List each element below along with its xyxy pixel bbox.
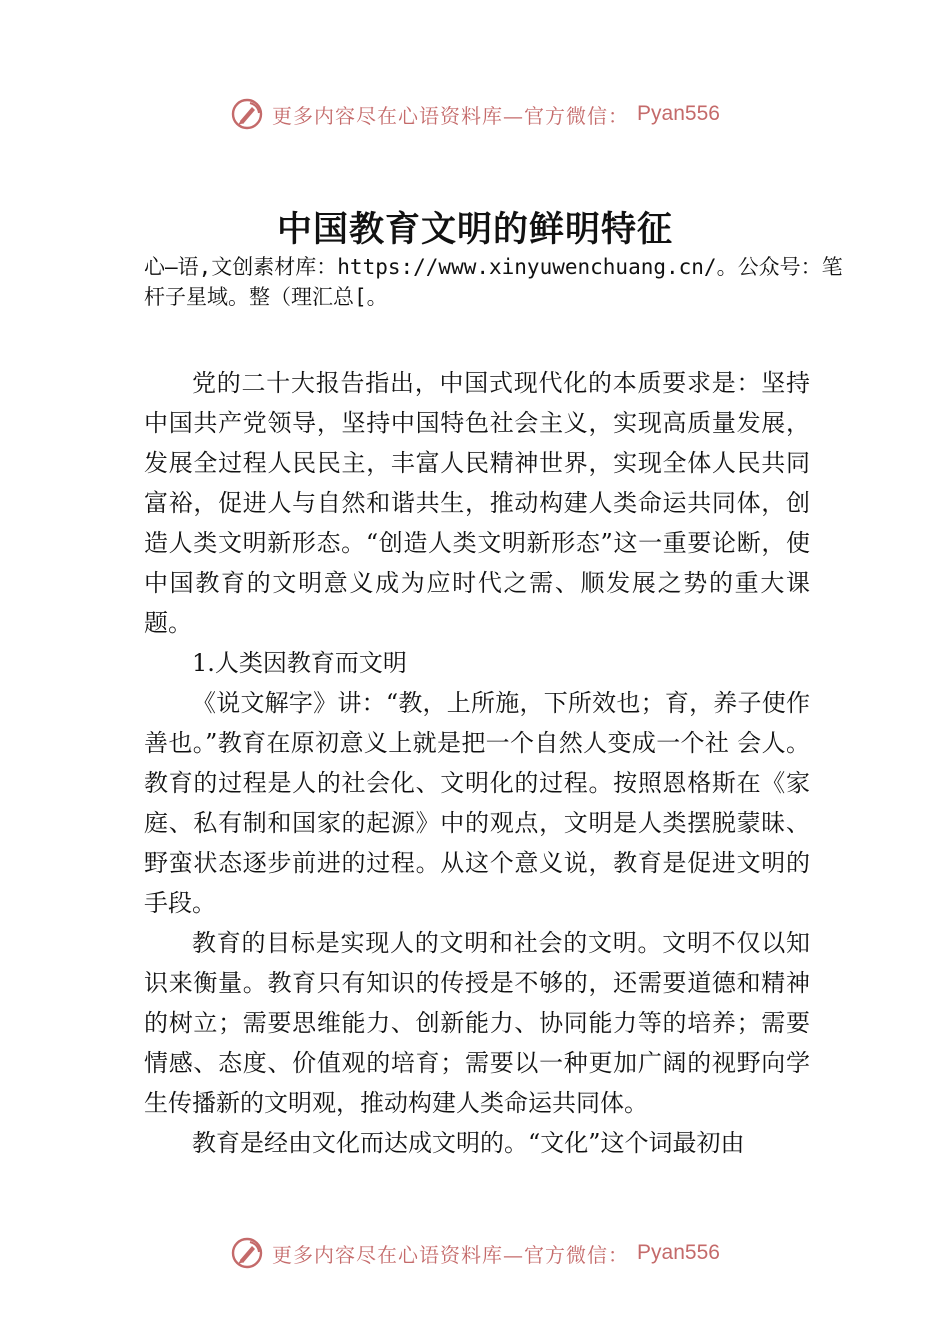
watermark-text: 更多内容尽在心语资料库—官方微信： (272, 1242, 630, 1267)
watermark-text: 更多内容尽在心语资料库—官方微信： (272, 103, 630, 128)
paragraph: 教育的目标是实现人的文明和社会的文明。文明不仅以知识来衡量。教育只有知识的传授是不够的，还需要道德和精神的树立；需要思维能力、创新能力、协同能力等的培养；需要情感、态度、价值观的培育；需要以一种更加广阔的视野向学生传播新的文明观，推动构建人类命运共同体。 (144, 929, 810, 1117)
pen-logo-icon (230, 97, 264, 131)
paragraph: 教育是经由文化而达成文明的。“文化”这个词最初由 (192, 1129, 745, 1157)
watermark-account: Pyan556 (637, 1241, 720, 1264)
document-body (144, 363, 810, 1163)
watermark-account: Pyan556 (637, 102, 720, 125)
source-line: 心—语,文创素材库：https://www.xinyuwenchuang.cn/。公众号：笔杆子星域。整（理汇总[。 (144, 255, 843, 309)
document-title: 中国教育文明的鲜明特征 (276, 210, 673, 250)
header-watermark (0, 94, 950, 134)
paragraph: 党的二十大报告指出，中国式现代化的本质要求是：坚持中国共产党领导，坚持中国特色社会主义，实现高质量发展，发展全过程人民民主，丰富人民精神世界，实现全体人民共同富裕，促进人与自然和谐共生，推动构建人类命运共同体，创造人类文明新形态。“创造人类文明新形态”这一重要论断，使中国教育的文明意义成为应时代之需、顺发展之势的重大课题。 (144, 369, 810, 637)
paragraph: 《说文解字》讲：“教，上所施，下所效也；育，养子使作善也。”教育在原初意义上就是把一个自然人变成一个社 会人。教育的过程是人的社会化、文明化的过程。按照恩格斯在《家庭、私有制和国家的起源》中的观点，文明是人类摆脱蒙昧、野蛮状态逐步前进的过程。从这个意义说，教育是促进文明的手段。 (144, 689, 810, 917)
pen-logo-icon (230, 1236, 264, 1270)
footer-watermark (0, 1233, 950, 1273)
section-heading: 1.人类因教育而文明 (192, 649, 407, 677)
